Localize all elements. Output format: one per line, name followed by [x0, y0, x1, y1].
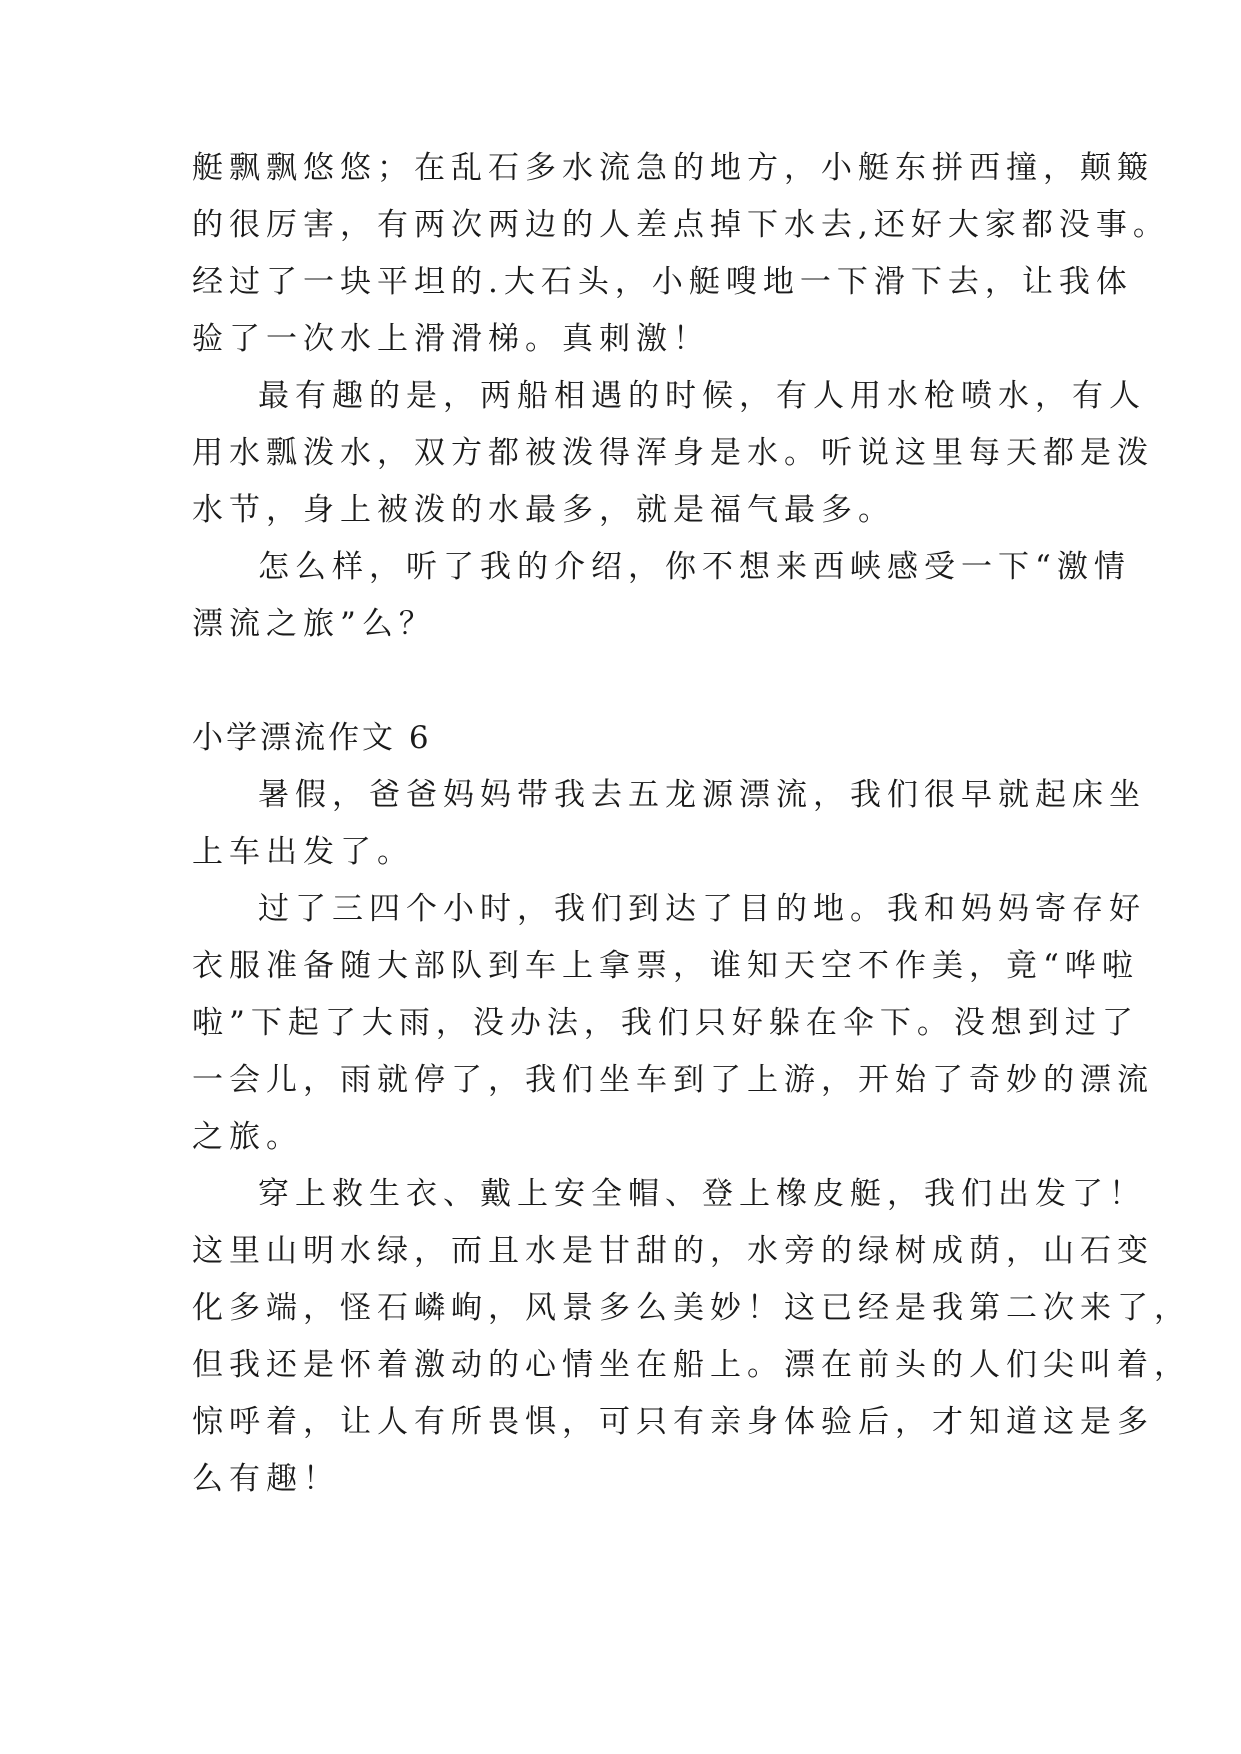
text-line: 之旅。 — [192, 1119, 303, 1155]
text-line: 啦”下起了大雨，没办法，我们只好躲在伞下。没想到过了 — [192, 1005, 1139, 1041]
text-line: 但我还是怀着激动的心情坐在船上。漂在前头的人们尖叫着， — [192, 1347, 1191, 1383]
paragraph-start: 怎么样，听了我的介绍，你不想来西峡感受一下“激情 — [258, 549, 1131, 585]
paragraph-start: 穿上救生衣、戴上安全帽、登上橡皮艇，我们出发了！ — [258, 1176, 1146, 1212]
text-line: 艇飘飘悠悠；在乱石多水流急的地方，小艇东拼西撞，颠簸 — [192, 150, 1154, 186]
text-line: 这里山明水绿，而且水是甘甜的，水旁的绿树成荫，山石变 — [192, 1233, 1154, 1269]
paragraph-start: 最有趣的是，两船相遇的时候，有人用水枪喷水，有人 — [258, 378, 1146, 414]
text-line: 么有趣！ — [192, 1461, 340, 1497]
paragraph-start: 过了三四个小时，我们到达了目的地。我和妈妈寄存好 — [258, 891, 1146, 927]
text-line: 验了一次水上滑滑梯。真刺激！ — [192, 321, 710, 357]
text-line: 上车出发了。 — [192, 834, 414, 870]
text-line: 化多端，怪石嶙峋，风景多么美妙！这已经是我第二次来了， — [192, 1290, 1191, 1326]
text-line: 经过了一块平坦的.大石头，小艇嗖地一下滑下去，让我体 — [192, 264, 1133, 300]
section-heading: 小学漂流作文 6 — [192, 720, 432, 756]
text-line: 一会儿，雨就停了，我们坐车到了上游，开始了奇妙的漂流 — [192, 1062, 1154, 1098]
text-line: 用水瓢泼水，双方都被泼得浑身是水。听说这里每天都是泼 — [192, 435, 1154, 471]
text-line: 的很厉害，有两次两边的人差点掉下水去,还好大家都没事。 — [192, 207, 1170, 243]
text-line: 惊呼着，让人有所畏惧，可只有亲身体验后，才知道这是多 — [192, 1404, 1154, 1440]
text-line: 水节，身上被泼的水最多，就是福气最多。 — [192, 492, 895, 528]
paragraph-start: 暑假，爸爸妈妈带我去五龙源漂流，我们很早就起床坐 — [258, 777, 1146, 813]
text-line: 衣服准备随大部队到车上拿票，谁知天空不作美，竟“哗啦 — [192, 948, 1139, 984]
text-line: 漂流之旅”么？ — [192, 606, 436, 642]
